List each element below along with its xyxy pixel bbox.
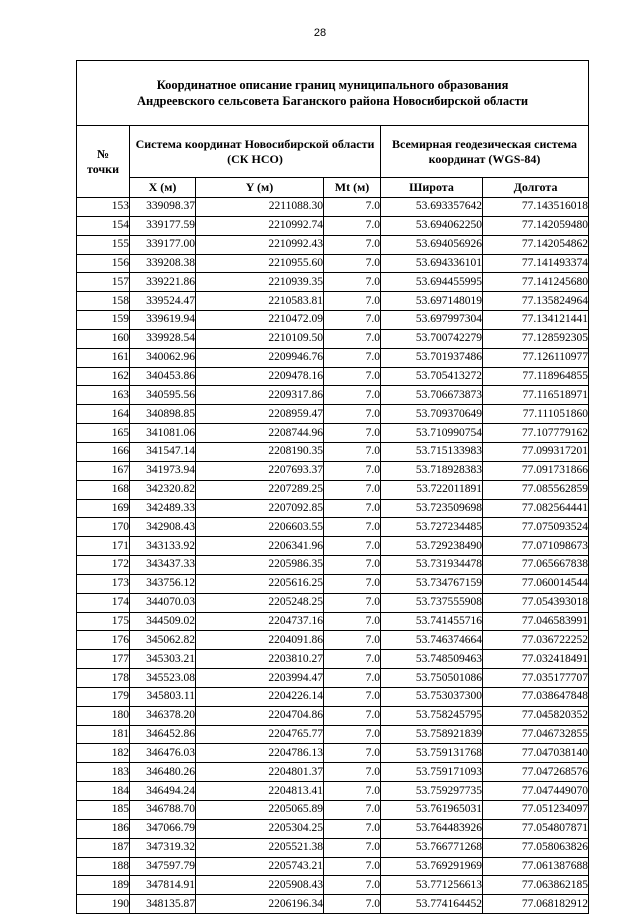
y-coordinate: 2205521.38 <box>196 838 324 857</box>
mt-value: 7.0 <box>324 386 381 405</box>
table-row <box>77 574 589 593</box>
table-row <box>77 198 589 217</box>
mt-value: 7.0 <box>324 198 381 217</box>
point-number: 163 <box>77 386 130 405</box>
point-number: 179 <box>77 687 130 706</box>
mt-value: 7.0 <box>324 348 381 367</box>
y-coordinate: 2204226.14 <box>196 687 324 706</box>
point-number: 158 <box>77 292 130 311</box>
point-number: 161 <box>77 348 130 367</box>
x-coordinate: 347066.79 <box>130 819 196 838</box>
latitude: 53.758921839 <box>381 725 483 744</box>
latitude: 53.769291969 <box>381 857 483 876</box>
x-coordinate: 342489.33 <box>130 499 196 518</box>
mt-value: 7.0 <box>324 612 381 631</box>
longitude: 77.142054862 <box>483 235 589 254</box>
y-coordinate: 2206341.96 <box>196 537 324 556</box>
point-number: 157 <box>77 273 130 292</box>
mt-value: 7.0 <box>324 254 381 273</box>
y-header: Y (м) <box>196 178 324 198</box>
table-row <box>77 556 589 575</box>
mt-value: 7.0 <box>324 593 381 612</box>
y-coordinate: 2206196.34 <box>196 895 324 914</box>
latitude: 53.741455716 <box>381 612 483 631</box>
point-number: 159 <box>77 311 130 330</box>
latitude: 53.734767159 <box>381 574 483 593</box>
table-title <box>77 61 589 126</box>
latitude: 53.715133983 <box>381 442 483 461</box>
y-coordinate: 2209478.16 <box>196 367 324 386</box>
table-row <box>77 801 589 820</box>
point-number: 178 <box>77 669 130 688</box>
latitude: 53.753037300 <box>381 687 483 706</box>
latitude: 53.750501086 <box>381 669 483 688</box>
point-number: 155 <box>77 235 130 254</box>
table-row <box>77 744 589 763</box>
mt-value: 7.0 <box>324 518 381 537</box>
point-number-header <box>77 126 130 198</box>
latitude: 53.759131768 <box>381 744 483 763</box>
latitude: 53.693357642 <box>381 198 483 217</box>
table-row <box>77 235 589 254</box>
mt-value: 7.0 <box>324 424 381 443</box>
point-number: 154 <box>77 216 130 235</box>
table-row <box>77 348 589 367</box>
y-coordinate: 2204786.13 <box>196 744 324 763</box>
longitude: 77.063862185 <box>483 876 589 895</box>
mt-value: 7.0 <box>324 857 381 876</box>
y-coordinate: 2209946.76 <box>196 348 324 367</box>
longitude: 77.134121441 <box>483 311 589 330</box>
table-row <box>77 216 589 235</box>
latitude: 53.694336101 <box>381 254 483 273</box>
mt-value: 7.0 <box>324 367 381 386</box>
y-coordinate: 2205065.89 <box>196 801 324 820</box>
y-coordinate: 2204801.37 <box>196 763 324 782</box>
mt-value: 7.0 <box>324 838 381 857</box>
table-row <box>77 706 589 725</box>
x-coordinate: 339177.00 <box>130 235 196 254</box>
longitude: 77.068182912 <box>483 895 589 914</box>
point-number: 160 <box>77 329 130 348</box>
table-row <box>77 669 589 688</box>
y-coordinate: 2205304.25 <box>196 819 324 838</box>
point-number: 166 <box>77 442 130 461</box>
point-number: 172 <box>77 556 130 575</box>
table-row <box>77 593 589 612</box>
x-coordinate: 345803.11 <box>130 687 196 706</box>
x-coordinate: 342320.82 <box>130 480 196 499</box>
x-coordinate: 341547.14 <box>130 442 196 461</box>
y-coordinate: 2204737.16 <box>196 612 324 631</box>
longitude: 77.054393018 <box>483 593 589 612</box>
x-coordinate: 343756.12 <box>130 574 196 593</box>
y-coordinate: 2208744.96 <box>196 424 324 443</box>
mt-value: 7.0 <box>324 819 381 838</box>
title-line-1: Координатное описание границ муниципального образования <box>156 78 509 92</box>
number-sign: № <box>96 146 110 161</box>
y-coordinate: 2205743.21 <box>196 857 324 876</box>
mt-value: 7.0 <box>324 763 381 782</box>
wgs-system-header: Всемирная геодезическая система координат (WGS-84) <box>381 126 589 178</box>
mt-value: 7.0 <box>324 631 381 650</box>
y-coordinate: 2210955.60 <box>196 254 324 273</box>
table-row <box>77 687 589 706</box>
y-coordinate: 2206603.55 <box>196 518 324 537</box>
longitude: 77.135824964 <box>483 292 589 311</box>
longitude: 77.126110977 <box>483 348 589 367</box>
x-coordinate: 344070.03 <box>130 593 196 612</box>
x-coordinate: 339619.94 <box>130 311 196 330</box>
table-row <box>77 499 589 518</box>
mt-value: 7.0 <box>324 650 381 669</box>
latitude: 53.710990754 <box>381 424 483 443</box>
mt-value: 7.0 <box>324 480 381 499</box>
longitude: 77.143516018 <box>483 198 589 217</box>
table-row <box>77 631 589 650</box>
longitude: 77.118964855 <box>483 367 589 386</box>
table-row <box>77 518 589 537</box>
point-number: 164 <box>77 405 130 424</box>
y-coordinate: 2204704.86 <box>196 706 324 725</box>
point-number: 180 <box>77 706 130 725</box>
mt-value: 7.0 <box>324 461 381 480</box>
point-number: 173 <box>77 574 130 593</box>
mt-value: 7.0 <box>324 574 381 593</box>
mt-value: 7.0 <box>324 235 381 254</box>
latitude: 53.694455995 <box>381 273 483 292</box>
x-header: X (м) <box>130 178 196 198</box>
point-number: 174 <box>77 593 130 612</box>
point-number: 176 <box>77 631 130 650</box>
x-coordinate: 339928.54 <box>130 329 196 348</box>
point-number: 165 <box>77 424 130 443</box>
mt-value: 7.0 <box>324 556 381 575</box>
latitude: 53.697148019 <box>381 292 483 311</box>
x-coordinate: 343133.92 <box>130 537 196 556</box>
longitude: 77.065667838 <box>483 556 589 575</box>
y-coordinate: 2207693.37 <box>196 461 324 480</box>
longitude: 77.075093524 <box>483 518 589 537</box>
point-number: 167 <box>77 461 130 480</box>
x-coordinate: 340062.96 <box>130 348 196 367</box>
y-coordinate: 2210583.81 <box>196 292 324 311</box>
point-number: 183 <box>77 763 130 782</box>
table-row <box>77 612 589 631</box>
point-number: 156 <box>77 254 130 273</box>
longitude: 77.047449070 <box>483 782 589 801</box>
mt-value: 7.0 <box>324 273 381 292</box>
longitude: 77.038647848 <box>483 687 589 706</box>
x-coordinate: 343437.33 <box>130 556 196 575</box>
latitude: 53.774164452 <box>381 895 483 914</box>
longitude: 77.046583991 <box>483 612 589 631</box>
table-row <box>77 876 589 895</box>
point-number: 182 <box>77 744 130 763</box>
longitude: 77.036722252 <box>483 631 589 650</box>
point-number: 190 <box>77 895 130 914</box>
x-coordinate: 339177.59 <box>130 216 196 235</box>
point-number: 175 <box>77 612 130 631</box>
latitude: 53.718928383 <box>381 461 483 480</box>
longitude: 77.099317201 <box>483 442 589 461</box>
longitude: 77.035177707 <box>483 669 589 688</box>
mt-value: 7.0 <box>324 537 381 556</box>
local-system-header: Система координат Новосибирской области (СК НСО) <box>130 126 381 178</box>
point-number: 177 <box>77 650 130 669</box>
mt-header: Mt (м) <box>324 178 381 198</box>
longitude: 77.054807871 <box>483 819 589 838</box>
mt-value: 7.0 <box>324 725 381 744</box>
x-coordinate: 341081.06 <box>130 424 196 443</box>
table-row <box>77 424 589 443</box>
x-coordinate: 347319.32 <box>130 838 196 857</box>
table-row <box>77 386 589 405</box>
longitude: 77.071098673 <box>483 537 589 556</box>
x-coordinate: 339098.37 <box>130 198 196 217</box>
latitude: 53.746374664 <box>381 631 483 650</box>
mt-value: 7.0 <box>324 801 381 820</box>
latitude: 53.759171093 <box>381 763 483 782</box>
x-coordinate: 348135.87 <box>130 895 196 914</box>
table-row <box>77 442 589 461</box>
y-coordinate: 2210109.50 <box>196 329 324 348</box>
x-coordinate: 344509.02 <box>130 612 196 631</box>
y-coordinate: 2209317.86 <box>196 386 324 405</box>
point-number: 189 <box>77 876 130 895</box>
y-coordinate: 2204813.41 <box>196 782 324 801</box>
mt-value: 7.0 <box>324 405 381 424</box>
y-coordinate: 2205616.25 <box>196 574 324 593</box>
table-row <box>77 480 589 499</box>
table-row <box>77 895 589 914</box>
table-row <box>77 311 589 330</box>
x-coordinate: 347814.91 <box>130 876 196 895</box>
table-row <box>77 254 589 273</box>
longitude: 77.142059480 <box>483 216 589 235</box>
longitude: 77.085562859 <box>483 480 589 499</box>
table-row <box>77 405 589 424</box>
longitude: 77.141245680 <box>483 273 589 292</box>
y-coordinate: 2205986.35 <box>196 556 324 575</box>
y-coordinate: 2208959.47 <box>196 405 324 424</box>
latitude: 53.700742279 <box>381 329 483 348</box>
longitude: 77.061387688 <box>483 857 589 876</box>
x-coordinate: 339221.86 <box>130 273 196 292</box>
longitude: 77.116518971 <box>483 386 589 405</box>
point-number: 169 <box>77 499 130 518</box>
point-number: 185 <box>77 801 130 820</box>
table-row <box>77 537 589 556</box>
mt-value: 7.0 <box>324 706 381 725</box>
latitude: 53.694056926 <box>381 235 483 254</box>
point-number: 188 <box>77 857 130 876</box>
title-line-2: Андреевского сельсовета Баганского района Новосибирской области <box>136 94 529 108</box>
point-number: 184 <box>77 782 130 801</box>
latitude: 53.766771268 <box>381 838 483 857</box>
point-number: 186 <box>77 819 130 838</box>
point-number: 181 <box>77 725 130 744</box>
x-coordinate: 346788.70 <box>130 801 196 820</box>
table-row <box>77 857 589 876</box>
latitude: 53.759297735 <box>381 782 483 801</box>
latitude: 53.737555908 <box>381 593 483 612</box>
x-coordinate: 340453.86 <box>130 367 196 386</box>
mt-value: 7.0 <box>324 669 381 688</box>
longitude: 77.060014544 <box>483 574 589 593</box>
table-row <box>77 273 589 292</box>
y-coordinate: 2204765.77 <box>196 725 324 744</box>
mt-value: 7.0 <box>324 782 381 801</box>
table-row <box>77 367 589 386</box>
latitude: 53.722011891 <box>381 480 483 499</box>
longitude: 77.046732855 <box>483 725 589 744</box>
longitude-header: Долгота <box>483 178 589 198</box>
mt-value: 7.0 <box>324 311 381 330</box>
x-coordinate: 347597.79 <box>130 857 196 876</box>
x-coordinate: 346476.03 <box>130 744 196 763</box>
table-row <box>77 725 589 744</box>
x-coordinate: 345062.82 <box>130 631 196 650</box>
table-row <box>77 329 589 348</box>
y-coordinate: 2210939.35 <box>196 273 324 292</box>
coordinates-table <box>76 60 589 914</box>
mt-value: 7.0 <box>324 895 381 914</box>
latitude: 53.694062250 <box>381 216 483 235</box>
y-coordinate: 2204091.86 <box>196 631 324 650</box>
latitude: 53.758245795 <box>381 706 483 725</box>
longitude: 77.091731866 <box>483 461 589 480</box>
longitude: 77.047268576 <box>483 763 589 782</box>
mt-value: 7.0 <box>324 442 381 461</box>
longitude: 77.045820352 <box>483 706 589 725</box>
latitude: 53.697997304 <box>381 311 483 330</box>
mt-value: 7.0 <box>324 744 381 763</box>
y-coordinate: 2210992.43 <box>196 235 324 254</box>
x-coordinate: 339208.38 <box>130 254 196 273</box>
y-coordinate: 2205248.25 <box>196 593 324 612</box>
longitude: 77.141493374 <box>483 254 589 273</box>
latitude: 53.748509463 <box>381 650 483 669</box>
latitude: 53.701937486 <box>381 348 483 367</box>
x-coordinate: 345303.21 <box>130 650 196 669</box>
y-coordinate: 2205908.43 <box>196 876 324 895</box>
table-row <box>77 782 589 801</box>
mt-value: 7.0 <box>324 499 381 518</box>
point-number: 168 <box>77 480 130 499</box>
longitude: 77.128592305 <box>483 329 589 348</box>
mt-value: 7.0 <box>324 329 381 348</box>
y-coordinate: 2210992.74 <box>196 216 324 235</box>
x-coordinate: 340595.56 <box>130 386 196 405</box>
x-coordinate: 339524.47 <box>130 292 196 311</box>
longitude: 77.111051860 <box>483 405 589 424</box>
point-number: 153 <box>77 198 130 217</box>
latitude: 53.706673873 <box>381 386 483 405</box>
x-coordinate: 345523.08 <box>130 669 196 688</box>
table-row <box>77 461 589 480</box>
latitude: 53.761965031 <box>381 801 483 820</box>
mt-value: 7.0 <box>324 687 381 706</box>
page-number: 28 <box>313 27 327 39</box>
y-coordinate: 2207289.25 <box>196 480 324 499</box>
longitude: 77.032418491 <box>483 650 589 669</box>
y-coordinate: 2203810.27 <box>196 650 324 669</box>
longitude: 77.082564441 <box>483 499 589 518</box>
x-coordinate: 346480.26 <box>130 763 196 782</box>
y-coordinate: 2208190.35 <box>196 442 324 461</box>
x-coordinate: 346452.86 <box>130 725 196 744</box>
y-coordinate: 2203994.47 <box>196 669 324 688</box>
mt-value: 7.0 <box>324 876 381 895</box>
y-coordinate: 2210472.09 <box>196 311 324 330</box>
y-coordinate: 2211088.30 <box>196 198 324 217</box>
longitude: 77.051234097 <box>483 801 589 820</box>
latitude: 53.723509698 <box>381 499 483 518</box>
mt-value: 7.0 <box>324 216 381 235</box>
latitude: 53.771256613 <box>381 876 483 895</box>
longitude: 77.047038140 <box>483 744 589 763</box>
x-coordinate: 346378.20 <box>130 706 196 725</box>
x-coordinate: 341973.94 <box>130 461 196 480</box>
x-coordinate: 346494.24 <box>130 782 196 801</box>
latitude: 53.705413272 <box>381 367 483 386</box>
latitude: 53.731934478 <box>381 556 483 575</box>
longitude: 77.058063826 <box>483 838 589 857</box>
mt-value: 7.0 <box>324 292 381 311</box>
y-coordinate: 2207092.85 <box>196 499 324 518</box>
x-coordinate: 342908.43 <box>130 518 196 537</box>
table-row <box>77 838 589 857</box>
point-number: 171 <box>77 537 130 556</box>
longitude: 77.107779162 <box>483 424 589 443</box>
table-row <box>77 292 589 311</box>
latitude: 53.729238490 <box>381 537 483 556</box>
point-number: 170 <box>77 518 130 537</box>
latitude: 53.709370649 <box>381 405 483 424</box>
latitude: 53.727234485 <box>381 518 483 537</box>
table-row <box>77 763 589 782</box>
x-coordinate: 340898.85 <box>130 405 196 424</box>
latitude: 53.764483926 <box>381 819 483 838</box>
table-row <box>77 650 589 669</box>
table-row <box>77 819 589 838</box>
point-label: точки <box>86 161 120 176</box>
point-number: 162 <box>77 367 130 386</box>
point-number: 187 <box>77 838 130 857</box>
latitude-header: Широта <box>381 178 483 198</box>
